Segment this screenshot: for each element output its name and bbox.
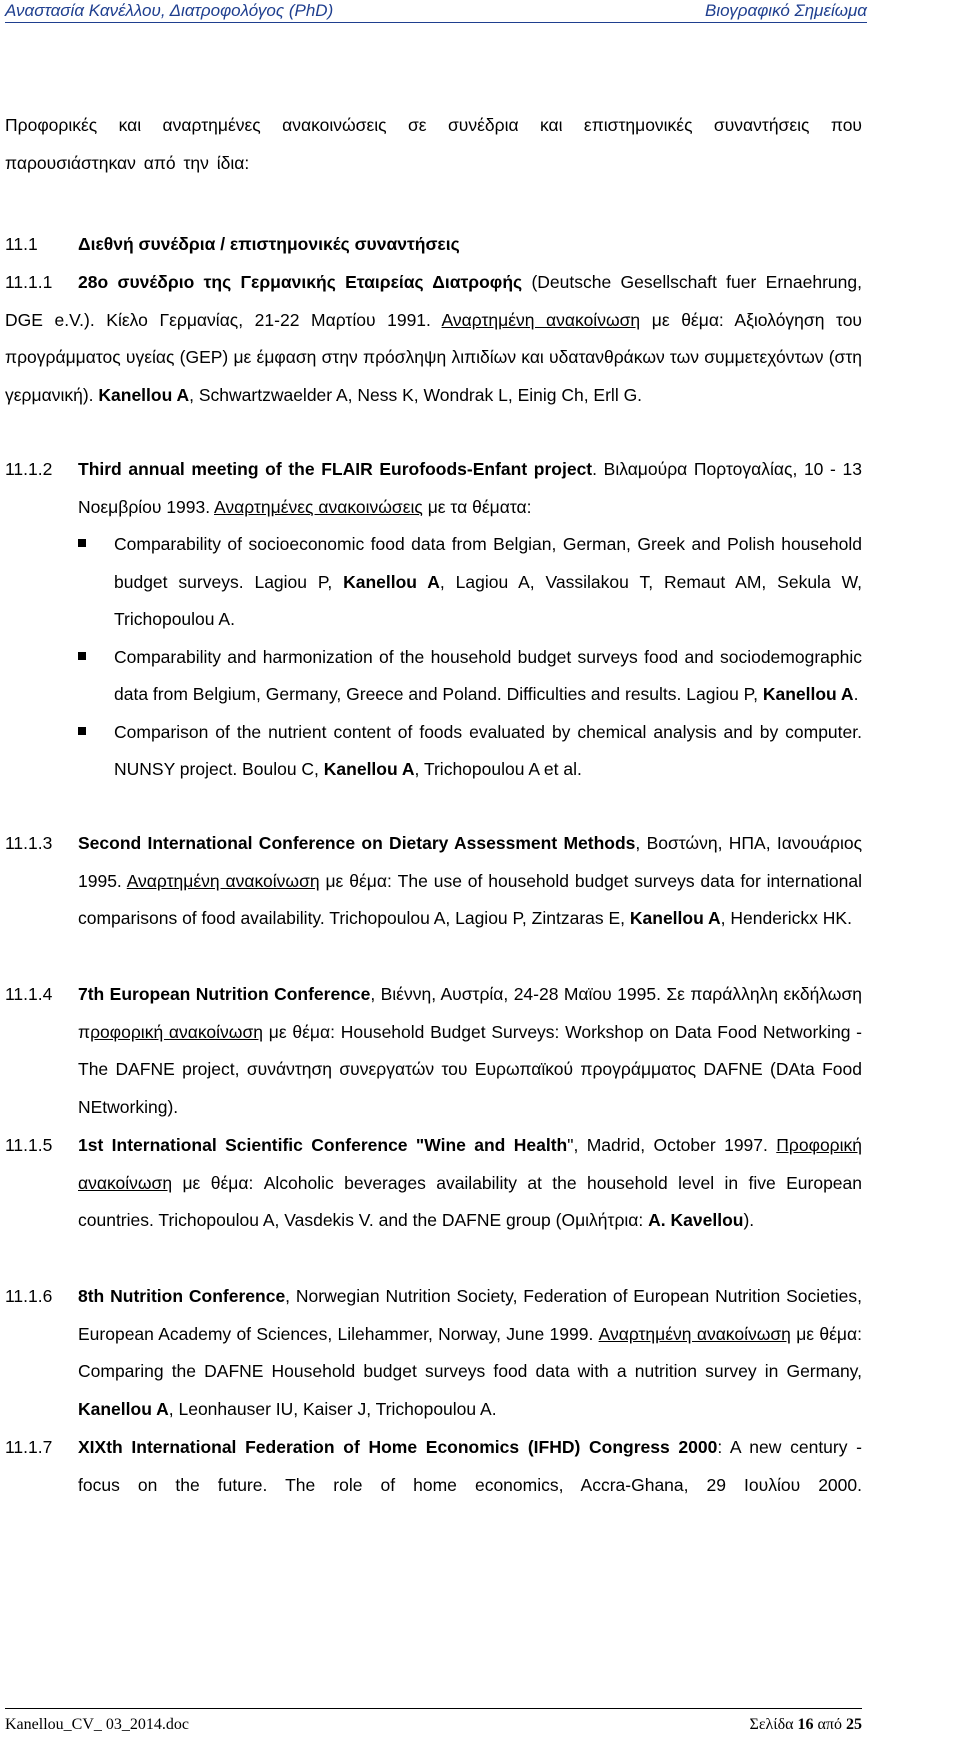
header-doc-title: Βιογραφικό Σημείωμα: [705, 1, 867, 20]
entry-title: Third annual meeting of the FLAIR Eurofoods-Enfant project: [78, 459, 593, 479]
author-highlight: Kanellou A: [762, 684, 854, 704]
section-number: 11.1: [5, 234, 38, 254]
entry-number: 11.1.5: [5, 1135, 53, 1155]
entry-number: 11.1.4: [5, 984, 53, 1004]
bullet-square-icon: [78, 652, 86, 660]
entry-11-1-4: [5, 976, 862, 1126]
section-heading: [5, 226, 460, 263]
header-author: Αναστασία Κανέλλου, Διατροφολόγος (PhD): [5, 1, 334, 20]
author-highlight: Kanellou A: [323, 759, 415, 779]
bullet-item: Comparability of socioeconomic food data from Belgian, German, Greek and Polish household budget surveys. Lagiou P, Kanellou A, Lagiou A, Vassilakou T, Remaut AM, Sekula W, Trichopoulou A.: [78, 526, 862, 639]
entry-body: XIXth International Federation of Home Economics (IFHD) Congress 2000: A new century - focus on the future. The role of home economics, Accra-Ghana, 29 Ιουλίου 2000.: [78, 1437, 863, 1495]
entry-11-1-7: [5, 1429, 862, 1504]
presentation-type-link: Αναρτημένη ανακοίνωση: [126, 870, 320, 891]
author-highlight: Kanellou A: [78, 1398, 169, 1419]
intro-paragraph: Προφορικές και αναρτημένες ανακοινώσεις σε συνέδρια και επιστημονικές συναντήσεις που παρουσιάστηκαν από την ίδια:: [5, 115, 862, 173]
entry-body: Second International Conference on Dietary Assessment Methods, Βοστώνη, ΗΠΑ, Ιανουάριος 1995. Αναρτημένη ανακοίνωση με θέμα: The use of household budget surveys data for international comparisons of food availability. Trichopoulou A, Lagiou P, Zintzaras E, Kanellou A, Henderickx HK.: [78, 833, 863, 928]
author-highlight: Kanellou A: [629, 908, 721, 928]
author-highlight: Α. Κaνellou: [648, 1210, 744, 1230]
entry-11-1-5: [5, 1127, 862, 1240]
bullet-item: Comparability and harmonization of the household budget surveys food and sociodemographic data from Belgium, Germany, Greece and Poland. Difficulties and results. Lagiou P, Kanellou A.: [78, 639, 862, 714]
entry-number: 11.1.3: [5, 833, 53, 853]
entry-number: 11.1.7: [5, 1437, 53, 1457]
entry-11-1-1: [5, 264, 862, 414]
page-footer: [5, 1708, 862, 1739]
bullet-square-icon: [78, 727, 86, 735]
presentation-type-link: Προφορική ανακοίνωση: [78, 1135, 863, 1193]
entry-11-1-3: [5, 825, 862, 938]
footer-filename: Kanellou_CV_ 03_2014.doc: [5, 1716, 189, 1733]
entry-body: 1st International Scientific Conference "Wine and Health", Madrid, October 1997. Προφορική ανακοίνωση με θέμα: Alcoholic beverages availability at the household level in five European countries. Trichopoulou A, Vasdekis V. and the DAFNE group (Ομιλήτρια: Α. Κaνellou).: [78, 1135, 863, 1230]
entry-title: 7th European Nutrition Conference: [78, 984, 371, 1004]
entry-body: 8th Nutrition Conference, Norwegian Nutrition Society, Federation of European Nutrition Societies, European Academy of Sciences, Lilehammer, Norway, June 1999. Αναρτημένη ανακοίνωση με θέμα: Comparing the DAFNE Household budget surveys food data with a nutrition survey in Germany, Kanellou A, Leonhauser IU, Kaiser J, Trichopoulou A.: [78, 1286, 862, 1419]
entry-body: 7th European Nutrition Conference, Βιέννη, Αυστρία, 24-28 Μαϊου 1995. Σε παράλληλη εκδήλωση προφορική ανακοίνωση με θέμα: Household Budget Surveys: Workshop on Data Food Networking - The DAFNE project, συνάντηση συνεργατών του Ευρωπαϊκού προγράμματος DAFNE (DAta Food NEtworking).: [78, 984, 863, 1117]
entry-number: 11.1.1: [5, 272, 53, 292]
entry-11-1-2: [5, 451, 862, 789]
bullet-square-icon: [78, 539, 86, 547]
entry-number: 11.1.6: [5, 1286, 53, 1306]
entry-title: 8th Nutrition Conference: [78, 1286, 286, 1306]
entry-title: XIXth International Federation of Home Economics (IFHD) Congress 2000: [78, 1437, 718, 1457]
entry-title: Second International Conference on Dietary Assessment Methods: [78, 833, 636, 853]
presentation-type-link: Αναρτημένη ανακοίνωση: [598, 1323, 791, 1344]
entry-title: 28ο συνέδριο της Γερμανικής Εταιρείας Διατροφής: [78, 272, 523, 292]
author-highlight: Kanellou A: [343, 571, 440, 592]
section-title: Διεθνή συνέδρια / επιστημονικές συναντήσεις: [78, 234, 460, 254]
presentation-type-link: ροφορική ανακοίνωση: [90, 1021, 264, 1042]
entry-title: 1st International Scientific Conference "Wine and Health: [78, 1135, 568, 1155]
presentation-type-link: Αναρτημένη ανακοίνωση: [441, 309, 641, 330]
entry-11-1-6: [5, 1278, 862, 1428]
bullet-item: Comparison of the nutrient content of foods evaluated by chemical analysis and by computer. NUNSY project. Boulou C, Kanellou A, Trichopoulou A et al.: [78, 714, 862, 789]
entry-body: 28ο συνέδριο της Γερμανικής Εταιρείας Διατροφής (Deutsche Gesellschaft fuer Ernaehrung, DGE e.V.). Κίελο Γερμανίας, 21-22 Μαρτίου 1991. Αναρτημένη ανακοίνωση με θέμα: Αξιολόγηση του προγράμματος υγείας (GEP) με έμφαση στην πρόσληψη λιπιδίων και υδατανθράκων των συμμετεχόντων (στη γερμανική). Kanellou A, Schwartzwaelder A, Ness K, Wondrak L, Einig Ch, Erll G.: [5, 272, 862, 405]
entry-body: Third annual meeting of the FLAIR Eurofoods-Enfant project. Βιλαμούρα Πορτογαλίας, 10 - 13 Νοεμβρίου 1993. Αναρτημένες ανακοινώσεις με τα θέματα:: [78, 459, 862, 517]
author-highlight: Kanellou A: [98, 384, 190, 405]
footer-page-number: Σελίδα 16 από 25: [749, 1716, 862, 1733]
entry-number: 11.1.2: [5, 459, 53, 479]
page-header: [5, 0, 867, 23]
presentation-type-link: Αναρτημένες ανακοινώσεις: [214, 496, 423, 517]
